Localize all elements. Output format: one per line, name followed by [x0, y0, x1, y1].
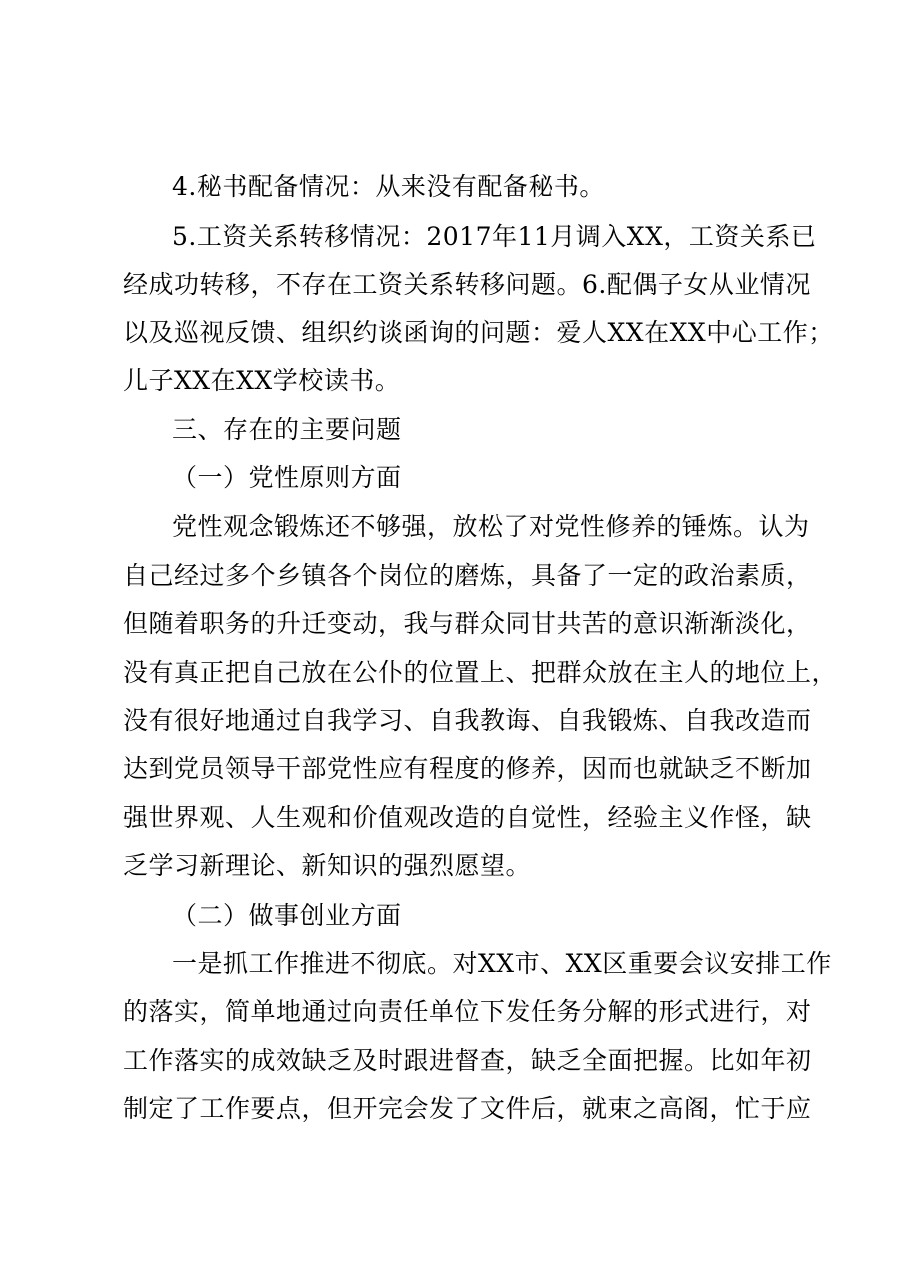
item-6-family-line-1: 以及巡视反馈、组织约谈函询的问题：爱人XX在XX中心工作；: [123, 318, 834, 347]
subheading-party-principle: （一）党性原则方面: [172, 463, 402, 492]
paragraph-work-line-3: 工作落实的成效缺乏及时跟进督查，缺乏全面把握。比如年初: [123, 1046, 812, 1075]
paragraph-party-principle-line-8: 乏学习新理论、新知识的强烈愿望。: [123, 851, 532, 880]
paragraph-party-principle-line-2: 自己经过多个乡镇各个岗位的磨炼，具备了一定的政治素质，: [123, 561, 812, 590]
paragraph-party-principle-line-5: 没有很好地通过自我学习、自我教诲、自我锻炼、自我改造而: [123, 706, 812, 735]
paragraph-work-line-4: 制定了工作要点，但开完会发了文件后，就束之高阁，忙于应: [123, 1094, 812, 1123]
paragraph-party-principle-line-6: 达到党员领导干部党性应有程度的修养，因而也就缺乏不断加: [123, 754, 812, 783]
item-5-salary-line-2: 经成功转移，不存在工资关系转移问题。6.配偶子女从业情况: [123, 270, 811, 299]
item-4-secretary: 4.秘书配备情况：从来没有配备秘书。: [172, 172, 605, 201]
paragraph-party-principle-line-4: 没有真正把自己放在公仆的位置上、把群众放在主人的地位上，: [123, 658, 838, 687]
paragraph-party-principle-line-1: 党性观念锻炼还不够强，放松了对党性修养的锤炼。认为: [172, 512, 810, 541]
subheading-work-entrepreneurship: （二）做事创业方面: [172, 901, 402, 930]
section-heading-main-problems: 三、存在的主要问题: [172, 415, 402, 444]
item-6-family-line-2: 儿子XX在XX学校读书。: [123, 366, 401, 395]
item-5-salary-line-1: 5.工资关系转移情况：2017年11月调入XX，工资关系已: [172, 222, 817, 251]
paragraph-party-principle-line-3: 但随着职务的升迁变动，我与群众同甘共苦的意识渐渐淡化，: [123, 609, 812, 638]
paragraph-work-line-2: 的落实，简单地通过向责任单位下发任务分解的形式进行，对: [123, 997, 812, 1026]
paragraph-party-principle-line-7: 强世界观、人生观和价值观改造的自觉性，经验主义作怪，缺: [123, 803, 812, 832]
paragraph-work-line-1: 一是抓工作推进不彻底。对XX市、XX区重要会议安排工作: [172, 949, 832, 978]
